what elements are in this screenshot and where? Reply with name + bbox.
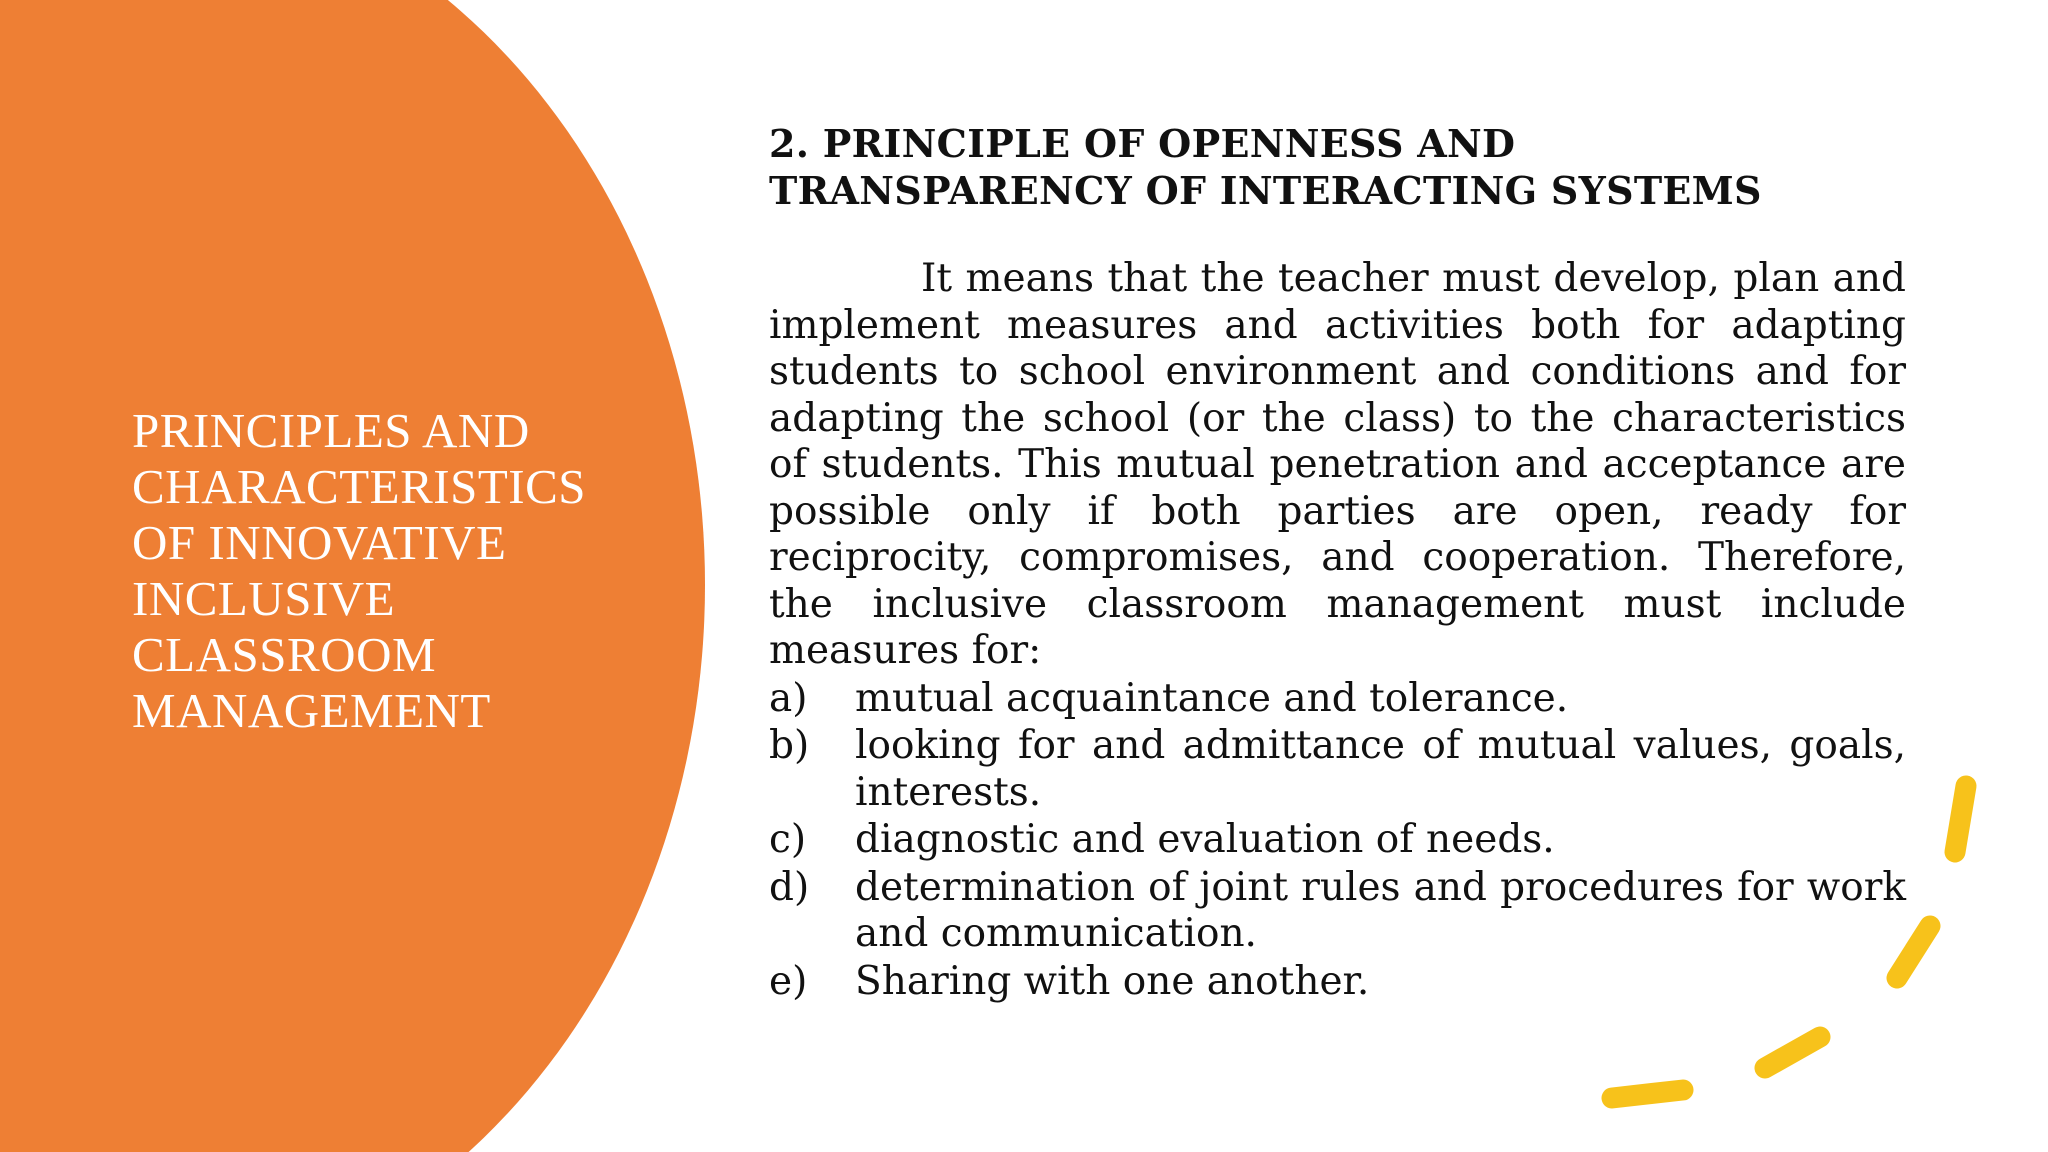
- list-marker: d): [769, 864, 810, 910]
- list-item-text: looking for and admittance of mutual values, goals, interests.: [855, 723, 1906, 815]
- list-marker: b): [769, 723, 810, 768]
- arc-dash-segment: [1955, 786, 1966, 852]
- arc-dash-segment: [1612, 1090, 1683, 1098]
- heading-line: TRANSPARENCY OF INTERACTING SYSTEMS: [769, 168, 1762, 213]
- section-title-line: INCLUSIVE: [132, 571, 396, 626]
- principle-heading: [769, 120, 1906, 214]
- section-title-line: CHARACTERISTICS: [132, 459, 587, 514]
- heading-line: 2. PRINCIPLE OF OPENNESS AND: [769, 121, 1516, 166]
- content-area: [769, 120, 1906, 1005]
- list-item-text: mutual acquaintance and tolerance.: [855, 675, 1569, 721]
- slide-section-title: [132, 403, 692, 739]
- list-item-text: determination of joint rules and procedures for work and communication.: [855, 864, 1906, 956]
- section-title-line: CLASSROOM: [132, 627, 437, 682]
- list-item: [769, 723, 1906, 816]
- list-item: [769, 817, 1906, 864]
- list-item: [769, 959, 1906, 1006]
- list-marker: c): [769, 817, 807, 862]
- arc-dash-segment: [1765, 1037, 1820, 1068]
- section-title-line: OF INNOVATIVE: [132, 515, 507, 570]
- list-item: [769, 865, 1906, 958]
- body-paragraph: It means that the teacher must develop, plan and implement measures and activities both for adapting students to school environment and conditions and for adapting the school (or the class) to the characteristics of students. This mutual penetration and acceptance are possible only if both parties are open, ready for reciprocity, compromises, and cooperation. Therefore, the inclusive classroom management must include measures for:: [769, 256, 1906, 673]
- section-title-line: PRINCIPLES AND: [132, 403, 530, 458]
- list-marker: a): [769, 675, 808, 721]
- measures-list: [769, 676, 1906, 1006]
- list-item-text: Sharing with one another.: [855, 958, 1370, 1004]
- list-marker: e): [769, 958, 808, 1004]
- list-item-text: diagnostic and evaluation of needs.: [855, 817, 1555, 862]
- section-title-line: MANAGEMENT: [132, 683, 491, 738]
- list-item: [769, 676, 1906, 723]
